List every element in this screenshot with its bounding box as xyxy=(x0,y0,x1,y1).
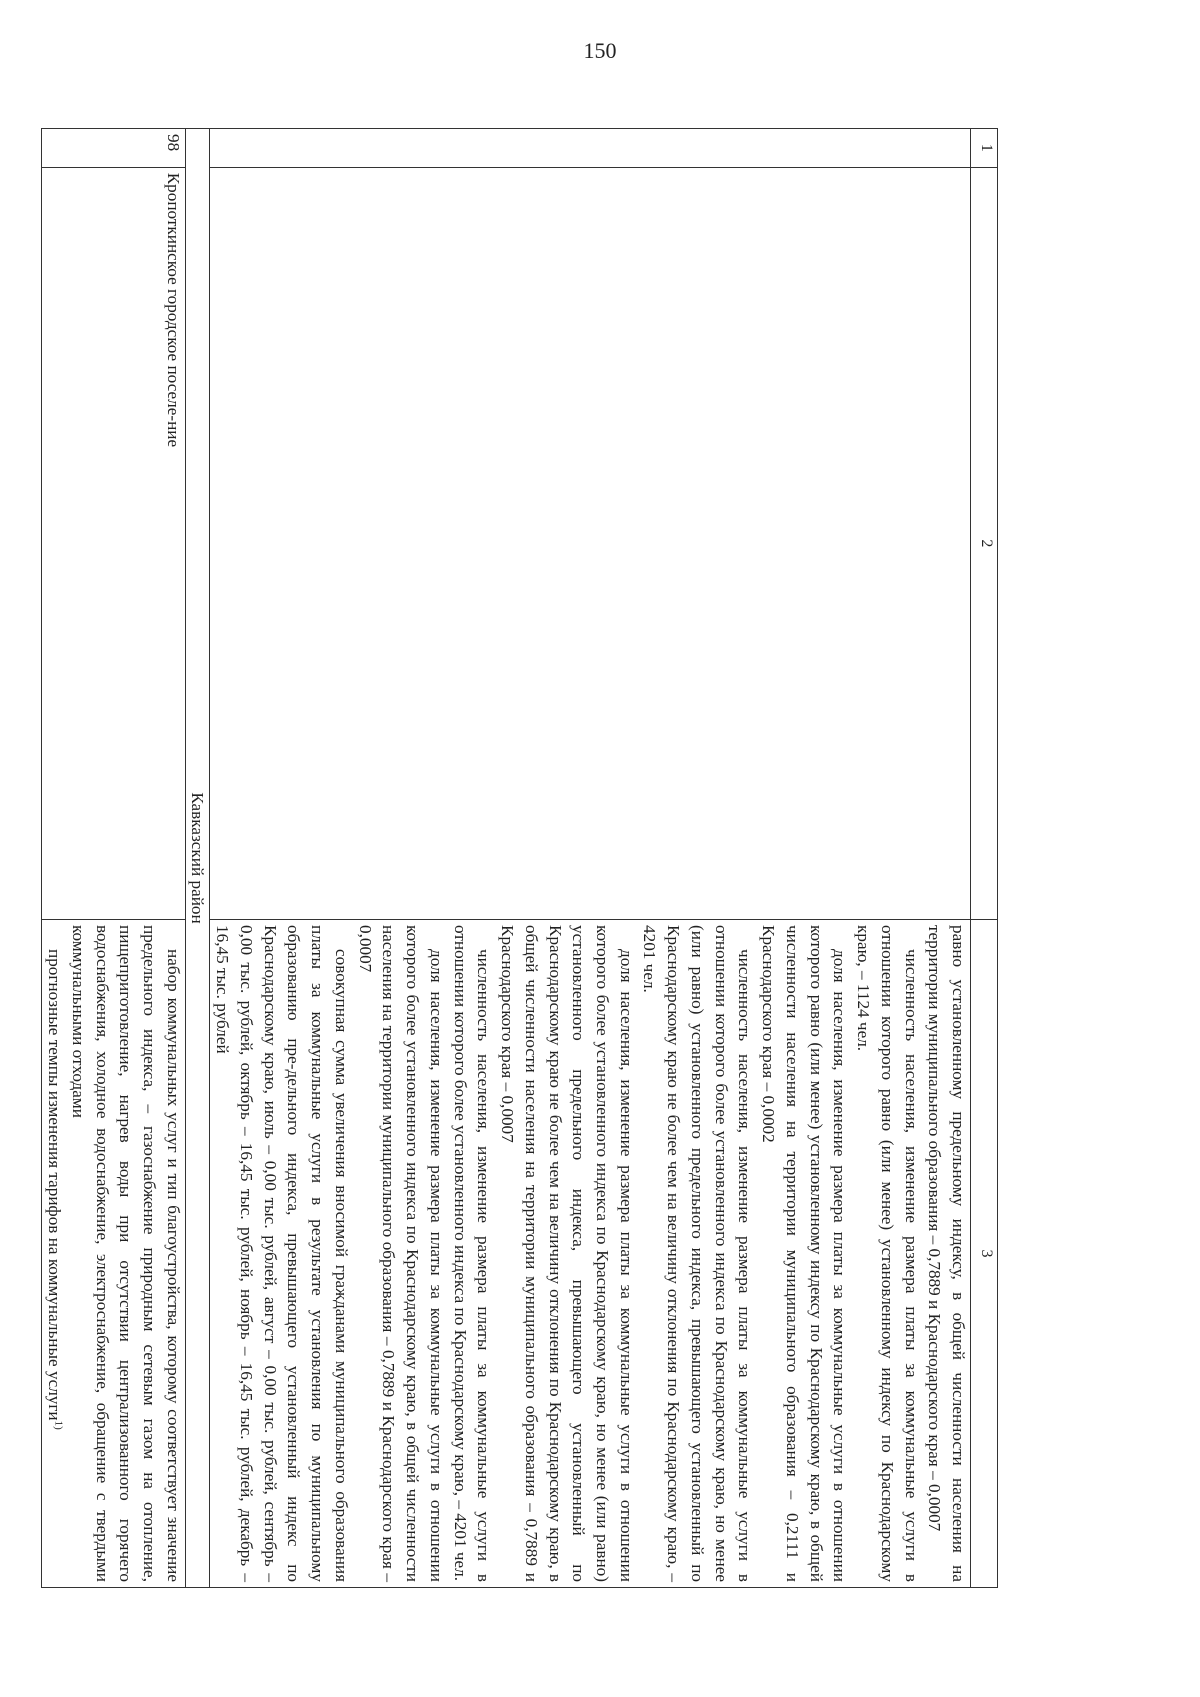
text-fragment: прогнозные темпы изменения тарифов на коммунальные услуги xyxy=(45,949,65,1421)
table-header-row xyxy=(971,129,998,1588)
text-paragraph: доля населения, изменение размера платы за коммунальные услуги в отношении которого равно (или менее) установленному индексу по Краснодарскому краю, в общей численности населения на территории муниципального образования – 0,2111 и Краснодарского края – 0,0002 xyxy=(759,925,850,1582)
header-col-3: 3 xyxy=(971,920,998,1588)
region-label: Кавказский район xyxy=(185,129,210,1588)
continued-row xyxy=(210,129,971,1588)
header-col-2: 2 xyxy=(971,167,998,919)
text-paragraph: численность населения, изменение размера платы за коммунальные услуги в отношении которого более установленного индекса по Краснодарскому краю, – 4201 чел. xyxy=(450,925,494,1582)
text-paragraph: равно установленному предельному индексу, в общей численности населения на территории муниципального образования – 0,7889 и Краснодарского края – 0,0007 xyxy=(925,925,968,1582)
rotated-table-sheet xyxy=(45,128,998,1588)
data-table xyxy=(41,128,998,1588)
continued-row-text xyxy=(210,920,971,1588)
continued-row-num xyxy=(210,129,971,168)
text-paragraph: численность населения, изменение размера платы за коммунальные услуги в отношении которого равно (или менее) установленному индексу по Краснодарскому краю, – 1124 чел. xyxy=(854,925,921,1582)
continued-row-name xyxy=(210,167,971,919)
text-paragraph: доля населения, изменение размера платы за коммунальные услуги в отношении которого более установленного индекса по Краснодарскому краю, в общей численности населения на территории муниципального образования – 0,7889 и Краснодарского края – 0,0007 xyxy=(355,925,446,1582)
footnote-mark: 1) xyxy=(52,1420,65,1430)
row-number: 98 xyxy=(42,129,185,168)
table-row xyxy=(42,129,185,1588)
text-paragraph: численность населения, изменение размера платы за коммунальные услуги в отношении которого более установленного индекса по Краснодарскому краю, но менее (или равно) установленного предельного индекса, превышающего установленный по Краснодарскому краю не более чем на величину отклонения по Краснодарскому краю, – 4201 чел. xyxy=(640,925,755,1582)
page-number: 150 xyxy=(583,38,617,63)
settlement-name: Кропоткинское городское поселе-ние xyxy=(42,167,185,919)
text-paragraph: набор коммунальных услуг и тип благоустройства, которому соответствует значение предельного индекса, – газоснабжение природным сетевым газом на отопление, пищеприготовление, нагрев воды при отсутствии централизованного горячего водоснабжения, холодное водоснабжение, электроснабжение, обращение с твердыми коммунальными отходами xyxy=(68,925,183,1582)
text-paragraph xyxy=(42,925,66,1582)
region-row xyxy=(185,129,210,1588)
text-paragraph: совокупная сумма увеличения вносимой гражданами муниципального образования платы за коммунальные услуги в результате установления по муниципальному образованию пре-дельного индекса, превышающего установленный индекс по Краснодарскому краю, июль – 0,00 тыс. рублей, август – 0,00 тыс. рублей, сентябрь – 0,00 тыс. рублей, октябрь – 16,45 тыс. рублей, ноябрь – 16,45 тыс. рублей, декабрь – 16,45 тыс. рублей xyxy=(213,925,351,1582)
row-text xyxy=(42,920,185,1588)
header-col-1: 1 xyxy=(971,129,998,168)
text-paragraph: доля населения, изменение размера платы за коммунальные услуги в отношении которого более установленного индекса по Краснодарскому краю, но менее (или равно) установленного предельного индекса, превышающего установленный по Краснодарскому краю не более чем на величину отклонения по Краснодарскому краю, в общей численности населения на территории муниципального образования – 0,7889 и Краснодарского края – 0,0007 xyxy=(498,925,636,1582)
